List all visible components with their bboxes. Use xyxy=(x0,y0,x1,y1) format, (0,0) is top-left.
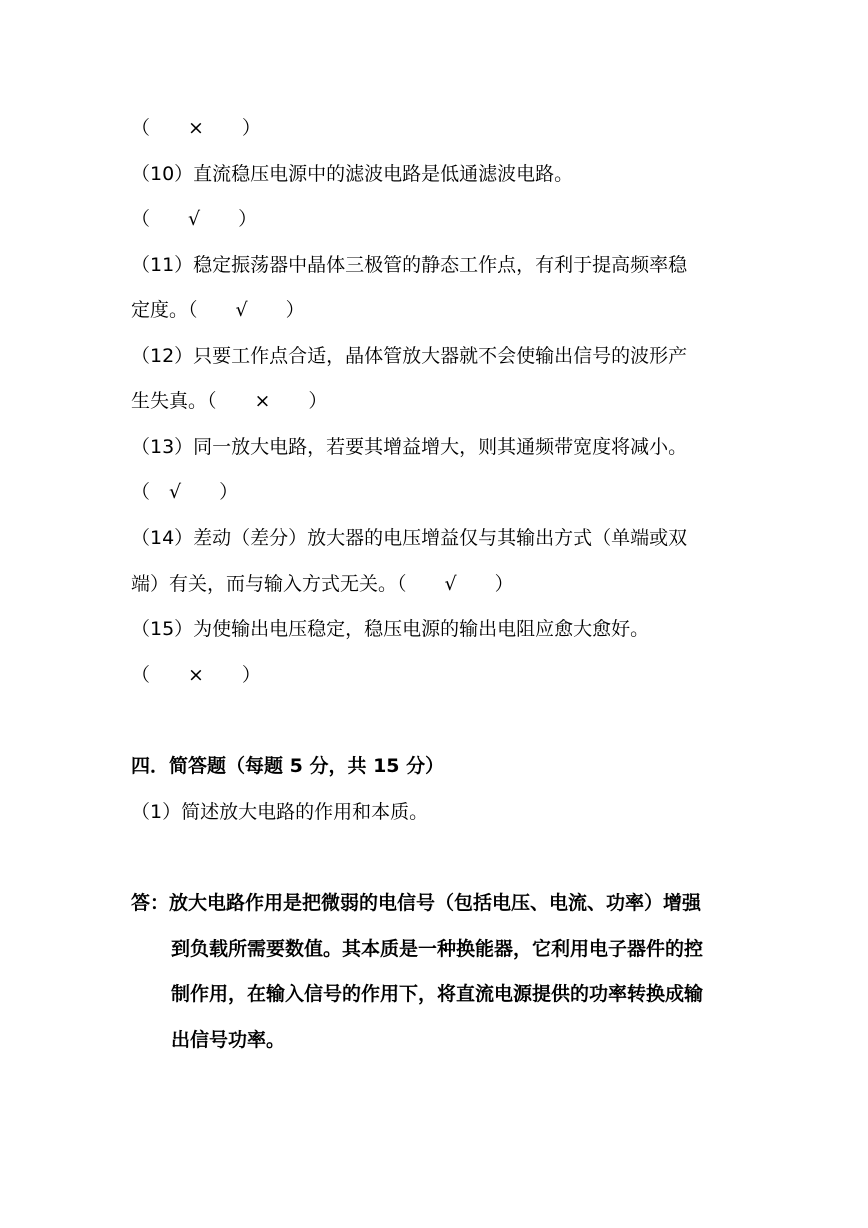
answer-mark-10: （ √ ） xyxy=(131,208,258,230)
question-12-line-1: （12）只要工作点合适，晶体管放大器就不会使输出信号的波形产 xyxy=(131,345,688,367)
answer-mark-13: （ √ ） xyxy=(131,481,239,503)
answer-line-2: 到负载所需要数值。其本质是一种换能器，它利用电子器件的控 xyxy=(171,938,704,960)
question-11-line-1: （11）稳定振荡器中晶体三极管的静态工作点，有利于提高频率稳 xyxy=(131,254,688,276)
question-15: （15）为使输出电压稳定，稳压电源的输出电阻应愈大愈好。 xyxy=(131,618,650,640)
short-question-1: （1）简述放大电路的作用和本质。 xyxy=(131,801,429,823)
question-12-line-2: 生失真。（ × ） xyxy=(131,390,328,412)
question-14-line-2: 端）有关，而与输入方式无关。（ √ ） xyxy=(131,573,514,595)
question-11-line-2: 定度。（ √ ） xyxy=(131,299,305,321)
question-13: （13）同一放大电路，若要其增益增大，则其通频带宽度将减小。 xyxy=(131,436,688,458)
answer-line-3: 制作用，在输入信号的作用下，将直流电源提供的功率转换成输 xyxy=(171,983,704,1005)
answer-line-1: 答：放大电路作用是把微弱的电信号（包括电压、电流、功率）增强 xyxy=(131,892,702,914)
question-10: （10）直流稳压电源中的滤波电路是低通滤波电路。 xyxy=(131,163,574,185)
answer-mark-15: （ × ） xyxy=(131,664,261,686)
section-heading: 四．简答题（每题 5 分，共 15 分） xyxy=(131,755,445,777)
question-14-line-1: （14）差动（差分）放大器的电压增益仅与其输出方式（单端或双 xyxy=(131,527,688,549)
answer-mark-9: （ × ） xyxy=(131,117,261,139)
answer-line-4: 出信号功率。 xyxy=(171,1029,286,1051)
